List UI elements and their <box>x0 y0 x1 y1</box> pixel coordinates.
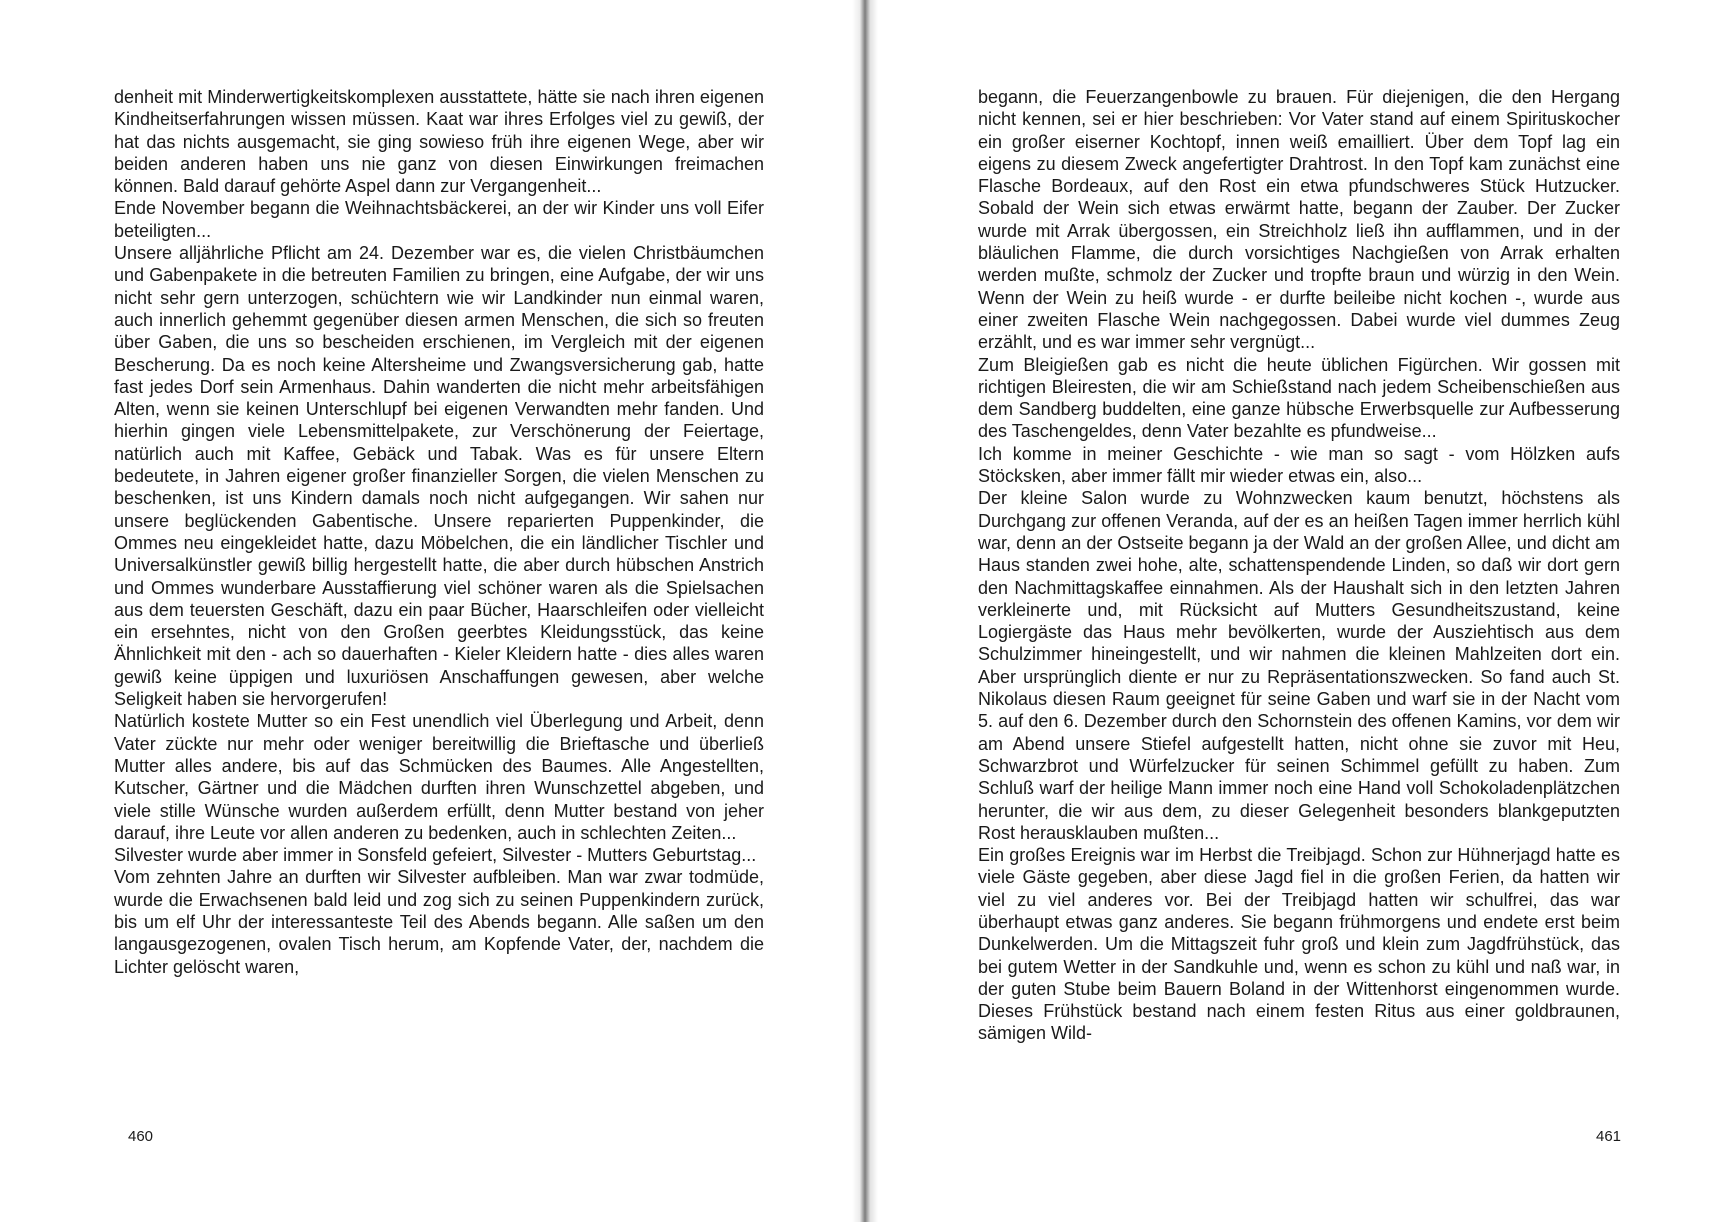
paragraph: Vom zehnten Jahre an durften wir Silvester aufbleiben. Man war zwar todmüde, wurde die Erwachsenen bald leid und zog sich zu seinen Puppenkindern zurück, bis um elf Uhr der interessanteste Teil des Abends begann. Alle saßen um den langausgezogenen, ovalen Tisch herum, am Kopfende Vater, der, nachdem die Lichter gelöscht waren, <box>114 867 764 977</box>
left-page <box>114 86 764 978</box>
paragraph: Silvester wurde aber immer in Sonsfeld gefeiert, Silvester - Mutters Geburtstag... <box>114 845 757 866</box>
paragraph: Ein großes Ereignis war im Herbst die Treibjagd. Schon zur Hühnerjagd hatte es viele Gäste gegeben, aber diese Jagd fiel in die großen Ferien, da hatten wir viel zu viel anderes vor. Bei der Treibjagd hatten wir schulfrei, das war überhaupt etwas ganz anderes. Sie begann frühmorgens und endete erst beim Dunkelwerden. Um die Mittagszeit fuhr groß und klein zum Jagdfrühstück, das bei gutem Wetter in der Sandkuhle und, wenn es schon zu kühl und naß war, in der guten Stube beim Bauern Boland in der Wittenhorst eingenommen wurde. Dieses Frühstück bestand nach einem festen Ritus aus einer goldbraunen, sämigen Wild- <box>978 845 1620 1044</box>
paragraph: denheit mit Minderwertigkeitskomplexen ausstattete, hätte sie nach ihren eigenen Kindheitserfahrungen wissen müssen. Kaat war ihres Erfolges viel zu gewiß, der hat das nichts ausgemacht, sie ging sowieso früh ihre eigenen Wege, aber wir beiden anderen haben uns nie ganz von diesen Einwirkungen freimachen können. Bald darauf gehörte Aspel dann zur Vergangenheit... <box>114 87 764 197</box>
paragraph: Ich komme in meiner Geschichte - wie man so sagt - vom Hölzken aufs Stöcksken, aber immer fällt mir wieder etwas ein, also... <box>978 443 1620 487</box>
paragraph: Zum Bleigießen gab es nicht die heute üblichen Figürchen. Wir gossen mit richtigen Bleiresten, die wir am Schießstand nach jedem Scheibenschießen aus dem Sandberg buddelten, eine ganze hübsche Erwerbsquelle zur Aufbesserung des Taschengeldes, denn Vater bezahlte es pfundweise... <box>978 354 1620 442</box>
page-number-right: 461 <box>1596 1128 1622 1145</box>
paragraph: Der kleine Salon wurde zu Wohnzwecken kaum benutzt, höchstens als Durchgang zur offenen Veranda, auf der es an heißen Tagen immer herrlich kühl war, denn an der Ostseite begann ja der Wald an der großen Allee, und dicht am Haus standen zwei hohe, alte, schattenspendende Linden, so daß wir dort gern den Nachmittagskaffee einnahmen. Als der Haushalt sich in den letzten Jahren verkleinerte und, mit Rücksicht auf Mutters Gesundheitszustand, keine Logiergäste das Haus mehr bevölkerten, wurde der Ausziehtisch aus dem Schulzimmer hineingestellt, und wir nahmen die kleinen Mahlzeiten dort ein. Aber ursprünglich diente er nur zu Repräsentationszwecken. So fand auch St. Nikolaus diesen Raum geeignet für seine Gaben und warf sie in der Nacht vom 5. auf den 6. Dezember durch den Schornstein des offenen Kamins, vor dem wir am Abend unsere Stiefel aufgestellt hatten, nicht ohne sie zuvor mit Heu, Schwarzbrot und Würfelzucker für seinen Schimmel gefüllt zu haben. Zum Schluß warf der heilige Mann immer noch eine Hand voll Schokoladenplätzchen herunter, die wir aus dem, zu dieser Gelegenheit besonders blankgeputzten Rost herausklauben mußten... <box>978 488 1620 843</box>
right-page-text <box>978 86 1620 1045</box>
paragraph: Ende November begann die Weihnachtsbäckerei, an der wir Kinder uns voll Eifer beteiligten... <box>114 198 764 241</box>
paragraph: begann, die Feuerzangenbowle zu brauen. Für diejenigen, die den Hergang nicht kennen, sei er hier beschrieben: Vor Vater stand auf einem Spirituskocher ein großer eiserner Kochtopf, innen weiß emailliert. Über dem Topf lag ein eigens zu diesem Zweck angefertigter Drahtrost. In den Topf kam zunächst eine Flasche Bordeaux, auf den Rost ein etwa pfundschweres Stück Hutzucker. Sobald der Wein sich etwas erwärmt hatte, begann der Zauber. Der Zucker wurde mit Arrak übergossen, ein Streichholz ließ ihn aufflammen, und in der bläulichen Flamme, die durch vorsichtiges Nachgießen von Arrak erhalten werden mußte, schmolz der Zucker und tropfte braun und würzig in den Wein. Wenn der Wein zu heiß wurde - er durfte beileibe nicht kochen -, wurde aus einer zweiten Flasche Wein nachgegossen. Dabei wurde viel dummes Zeug erzählt, und es war immer sehr vergnügt... <box>978 87 1620 353</box>
paragraph: Natürlich kostete Mutter so ein Fest unendlich viel Überlegung und Arbeit, denn Vater zückte nur mehr oder weniger bereitwillig die Brieftasche und überließ Mutter alles andere, bis auf das Schmücken des Baumes. Alle Angestellten, Kutscher, Gärtner und die Mädchen durften ihren Wunschzettel abgeben, und viele stille Wünsche wurden außerdem erfüllt, denn Mutter bestand von jeher darauf, ihre Leute vor allen anderen zu bedenken, auch in schlechten Zeiten... <box>114 711 764 843</box>
book-gutter <box>852 0 878 1222</box>
page-number-left: 460 <box>128 1128 154 1145</box>
right-page <box>978 86 1620 1045</box>
paragraph: Unsere alljährliche Pflicht am 24. Dezember war es, die vielen Christbäumchen und Gabenpakete in die betreuten Familien zu bringen, eine Aufgabe, der wir uns nicht sehr gern unterzogen, schüchtern wie wir Landkinder nun einmal waren, auch innerlich gehemmt gegenüber diesen armen Menschen, die sich so freuten über Gaben, die uns so bescheiden erschienen, im Vergleich mit der eigenen Bescherung. Da es noch keine Altersheime und Zwangsversicherung gab, hatte fast jedes Dorf sein Armenhaus. Dahin wanderten die nicht mehr arbeitsfähigen Alten, wenn sie keinen Unterschlupf bei eigenen Verwandten mehr fanden. Und hierhin gingen viele Lebensmittelpakete, zur Verschönerung der Feiertage, natürlich auch mit Kaffee, Gebäck und Tabak. Was es für unsere Eltern bedeutete, in Jahren eigener großer finanzieller Sorgen, die vielen Menschen zu beschenken, ist uns Kindern damals noch nicht aufgegangen. Wir sahen nur unsere beglückenden Gabentische. Unsere reparierten Puppenkinder, die Ommes neu eingekleidet hatte, dazu Möbelchen, die ein ländlicher Tischler und Universalkünstler gewiß billig hergestellt hatte, die aber durch hübschen Anstrich und Ommes wunderbare Ausstaffierung viel schöner waren als die Spielsachen aus dem teuersten Geschäft, dazu ein paar Bücher, Haarschleifen oder vielleicht ein ersehntes, nicht von den Großen geerbtes Kleidungsstück, das keine Ähnlichkeit mit den - ach so dauerhaften - Kieler Kleidern hatte - dies alles waren gewiß keine üppigen und luxuriösen Anschaffungen gewesen, aber welche Seligkeit haben sie hervorgerufen! <box>114 243 764 710</box>
left-page-text <box>114 86 764 978</box>
